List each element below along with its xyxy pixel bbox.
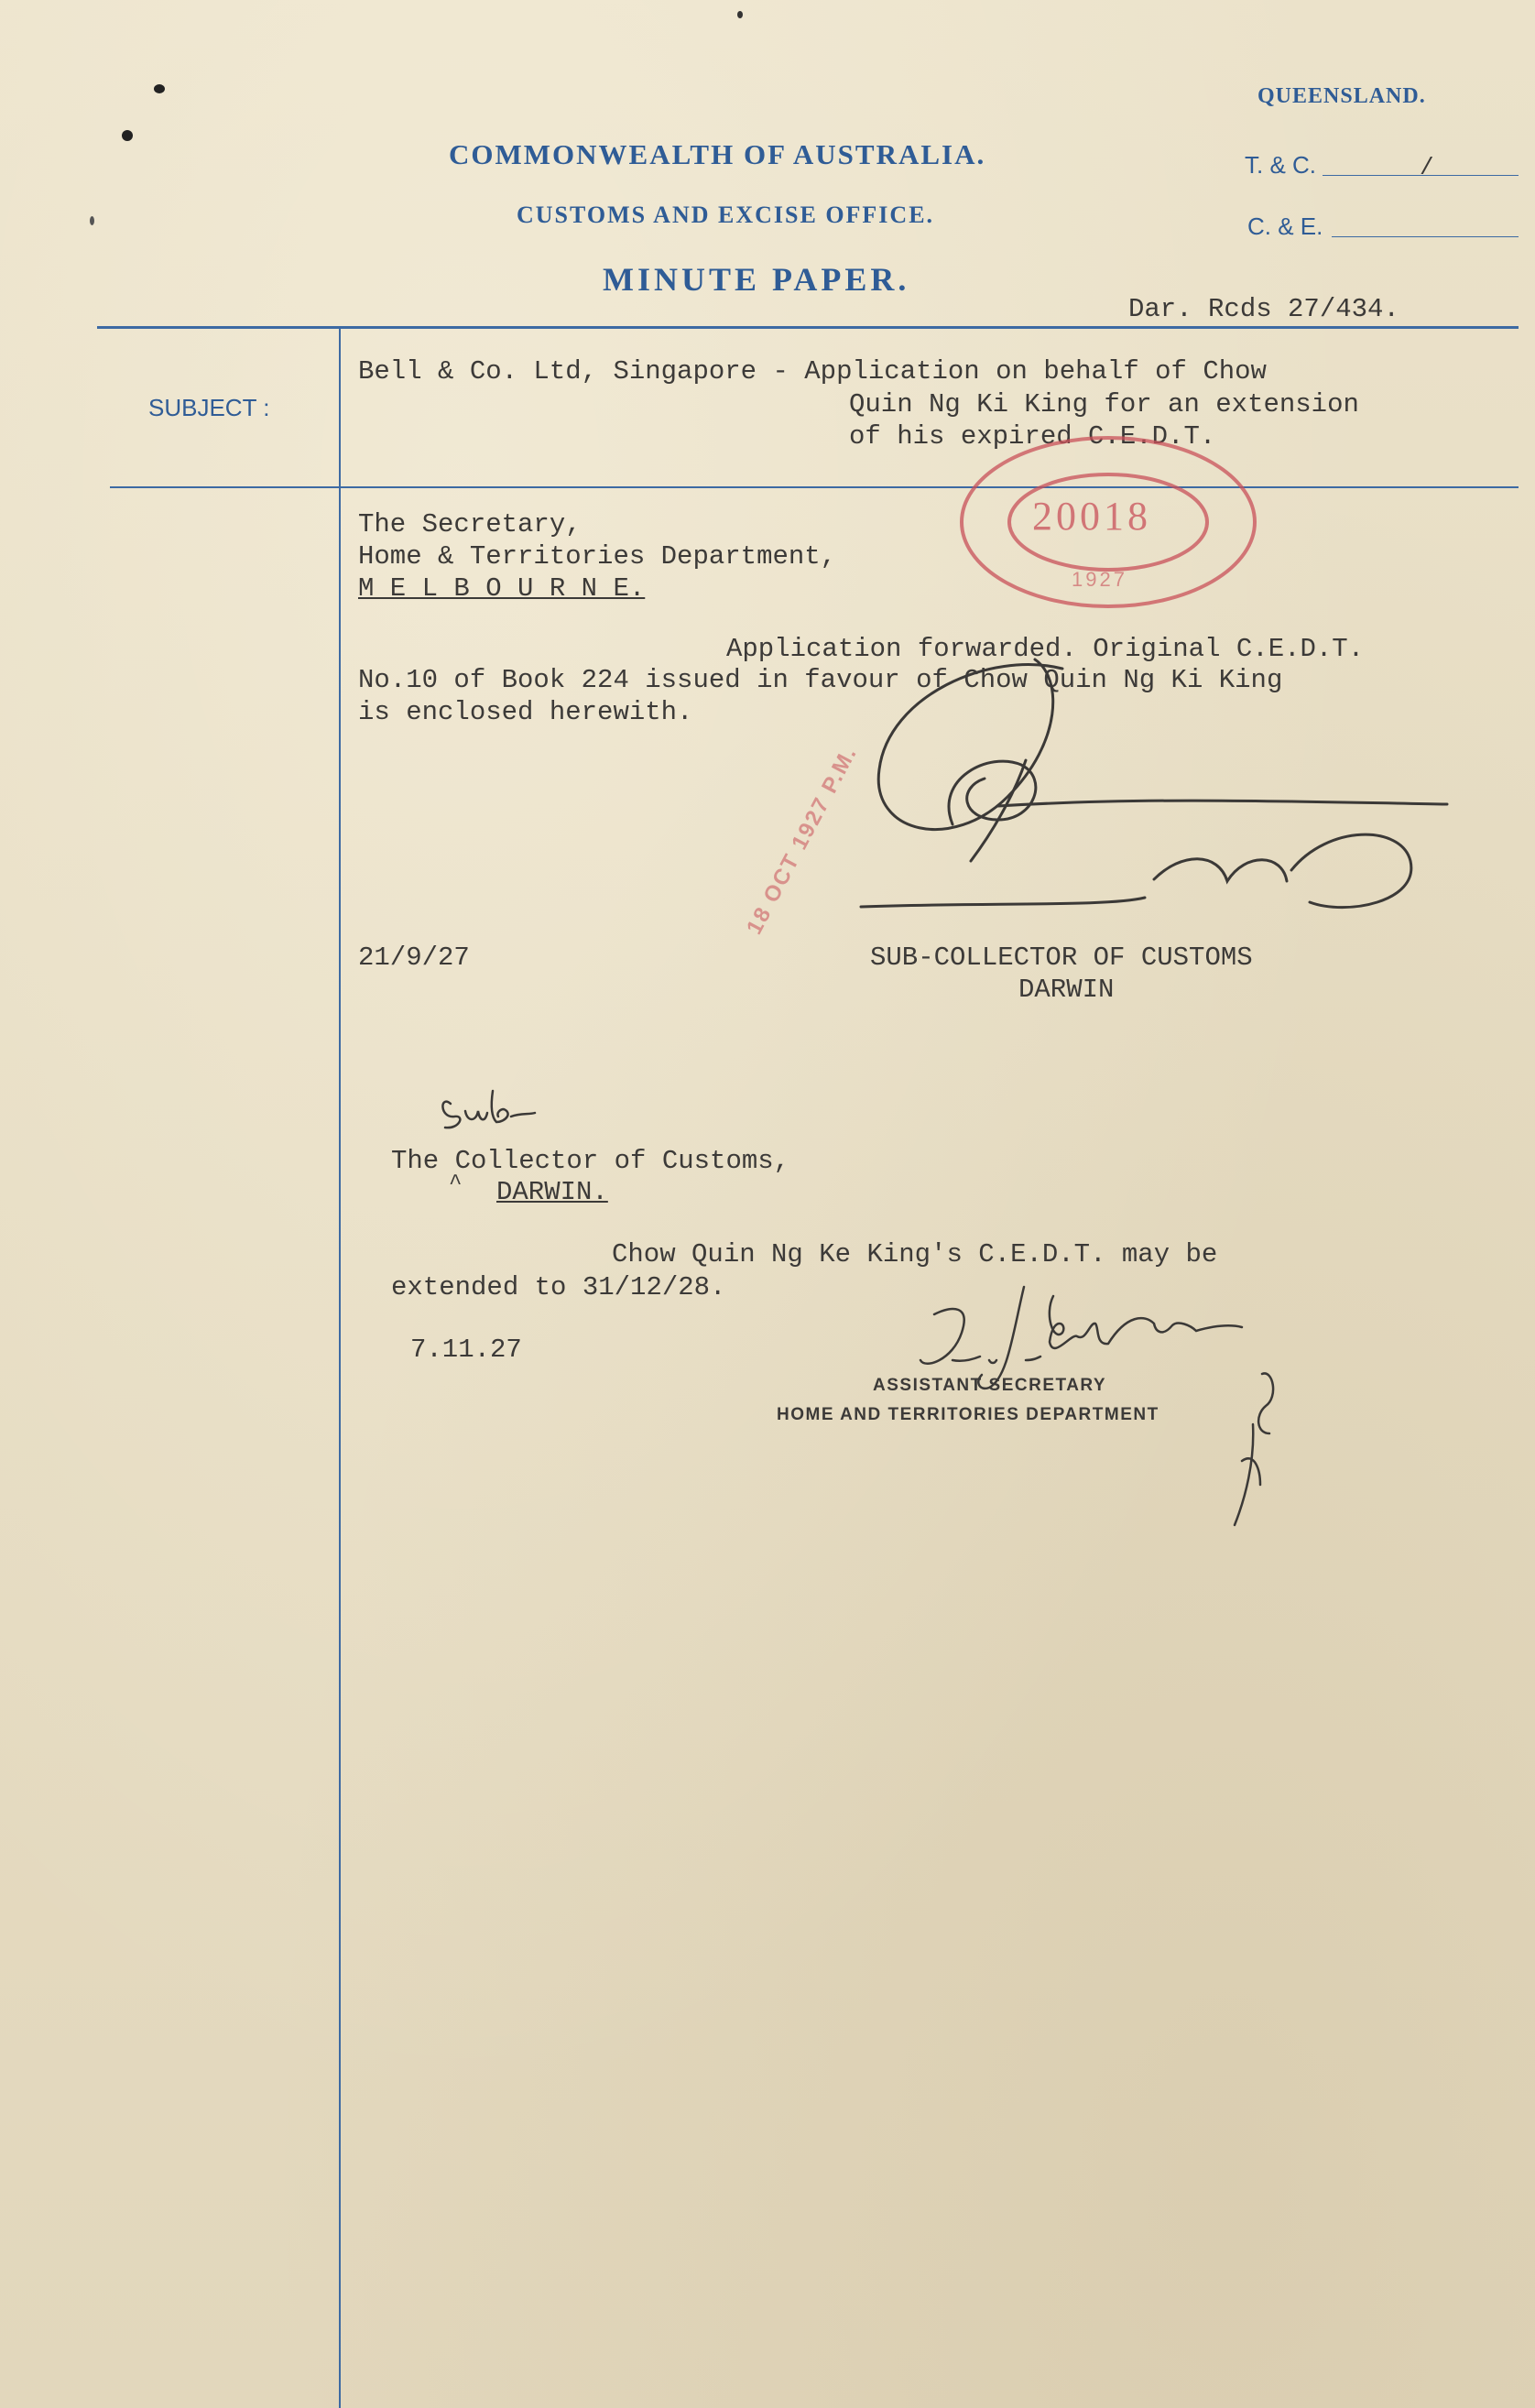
subject-line-3: of his expired C.E.D.T. [849,421,1216,452]
form-title: MINUTE PAPER. [603,261,910,298]
extension-line-2: extended to 31/12/28. [391,1272,726,1302]
body-line-3: is enclosed herewith. [358,697,693,727]
second-minute-date: 7.11.27 [410,1335,522,1365]
extension-line-1: Chow Quin Ng Ke King's C.E.D.T. may be [612,1239,1218,1269]
ink-speck [122,130,133,141]
subject-label: SUBJECT : [148,394,270,421]
handwritten-sub-text [440,1092,441,1093]
header-rule [97,326,1519,329]
office-heading: CUSTOMS AND EXCISE OFFICE. [517,202,935,228]
subject-rule [110,486,1519,488]
tc-field-value: / [1420,154,1434,181]
ink-speck [90,216,94,225]
registry-year: 1927 [1072,568,1127,591]
ce-field-line [1332,236,1519,237]
received-date-stamp: 18 OCT 1927 P.M. [742,741,863,939]
address-line-3: M E L B O U R N E. [358,573,646,604]
body-line-1: Application forwarded. Original C.E.D.T. [726,634,1365,664]
sub-collector-title: SUB-COLLECTOR OF CUSTOMS [870,942,1253,973]
state-label: QUEENSLAND. [1257,84,1426,108]
collector-address-1: The Collector of Customs, [391,1146,790,1176]
commonwealth-heading: COMMONWEALTH OF AUSTRALIA. [449,138,986,170]
subject-line-2: Quin Ng Ki King for an extension [849,389,1359,419]
margin-rule [339,328,341,2408]
registry-number: 20018 [1032,494,1151,539]
address-line-1: The Secretary, [358,509,582,539]
first-minute-date: 21/9/27 [358,942,470,973]
ink-speck [737,11,743,18]
assistant-secretary-title: ASSISTANT SECRETARY [873,1376,1107,1395]
tc-label: T. & C. [1245,151,1317,179]
sub-collector-place: DARWIN [1018,975,1115,1005]
file-reference: Dar. Rcds 27/434. [1128,294,1399,324]
department-name: HOME AND TERRITORIES DEPARTMENT [777,1405,1159,1424]
address-line-2: Home & Territories Department, [358,541,837,572]
sub-collector-signature [852,641,1456,934]
subject-line-1: Bell & Co. Ltd, Singapore - Application on behalf of Chow [358,356,1267,387]
insertion-caret: ^ [449,1171,463,1196]
body-line-2: No.10 of Book 224 issued in favour of Chow Quin Ng Ki King [358,665,1283,695]
collector-address-2: DARWIN. [496,1177,608,1207]
handwritten-sub-note [432,1085,542,1140]
ink-speck [154,84,165,93]
ce-label: C. & E. [1247,212,1323,240]
